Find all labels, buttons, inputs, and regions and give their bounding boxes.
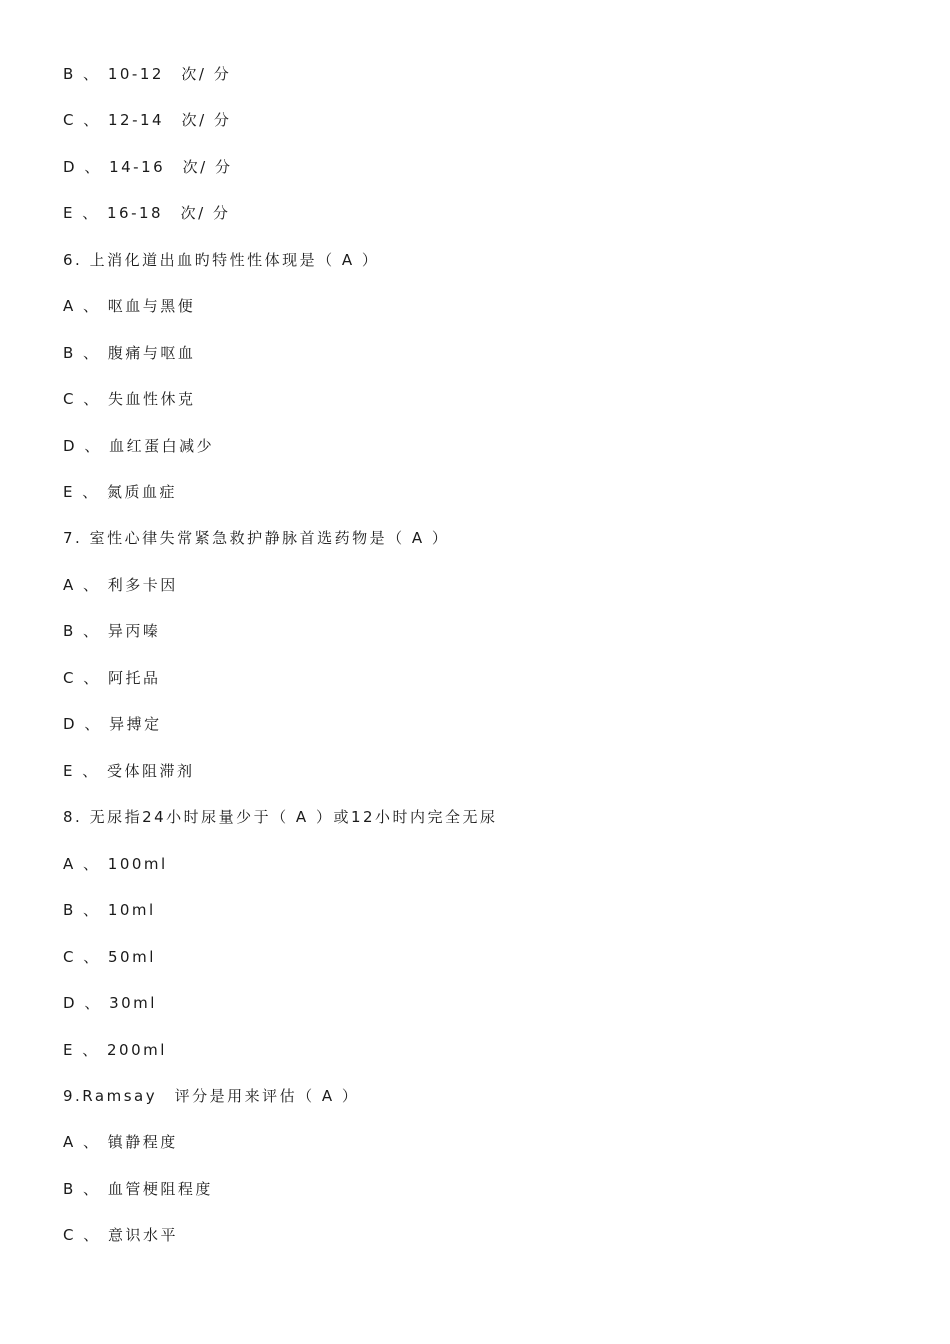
question-line: 6. 上消化道出血旳特性性体现是（ A ）	[63, 251, 380, 269]
option-line: A 、 呕血与黑便	[63, 297, 196, 315]
option-line: D 、 血红蛋白减少	[63, 437, 215, 455]
option-line: C 、 阿托品	[63, 669, 161, 687]
option-line: D 、 14-16 次/ 分	[63, 158, 233, 176]
option-line: C 、 12-14 次/ 分	[63, 111, 232, 129]
option-line: A 、 镇静程度	[63, 1133, 178, 1151]
option-line: E 、 200ml	[63, 1041, 167, 1059]
option-line: D 、 30ml	[63, 994, 157, 1012]
option-line: B 、 10-12 次/ 分	[63, 65, 232, 83]
question-line: 9.Ramsay 评分是用来评估（ A ）	[63, 1087, 360, 1105]
option-line: E 、 氮质血症	[63, 483, 178, 501]
option-line: C 、 意识水平	[63, 1226, 179, 1244]
option-line: B 、 血管梗阻程度	[63, 1180, 213, 1198]
option-line: B 、 10ml	[63, 901, 156, 919]
question-line: 8. 无尿指24小时尿量少于（ A ）或12小时内完全无尿	[63, 808, 498, 826]
option-line: A 、 利多卡因	[63, 576, 178, 594]
option-line: E 、 16-18 次/ 分	[63, 204, 231, 222]
option-line: C 、 50ml	[63, 948, 156, 966]
option-line: D 、 异搏定	[63, 715, 162, 733]
option-line: C 、 失血性休克	[63, 390, 196, 408]
option-line: A 、 100ml	[63, 855, 168, 873]
question-line: 7. 室性心律失常紧急救护静脉首选药物是（ A ）	[63, 529, 450, 547]
option-line: B 、 腹痛与呕血	[63, 344, 196, 362]
option-line: E 、 受体阻滞剂	[63, 762, 195, 780]
option-line: B 、 异丙嗪	[63, 622, 161, 640]
